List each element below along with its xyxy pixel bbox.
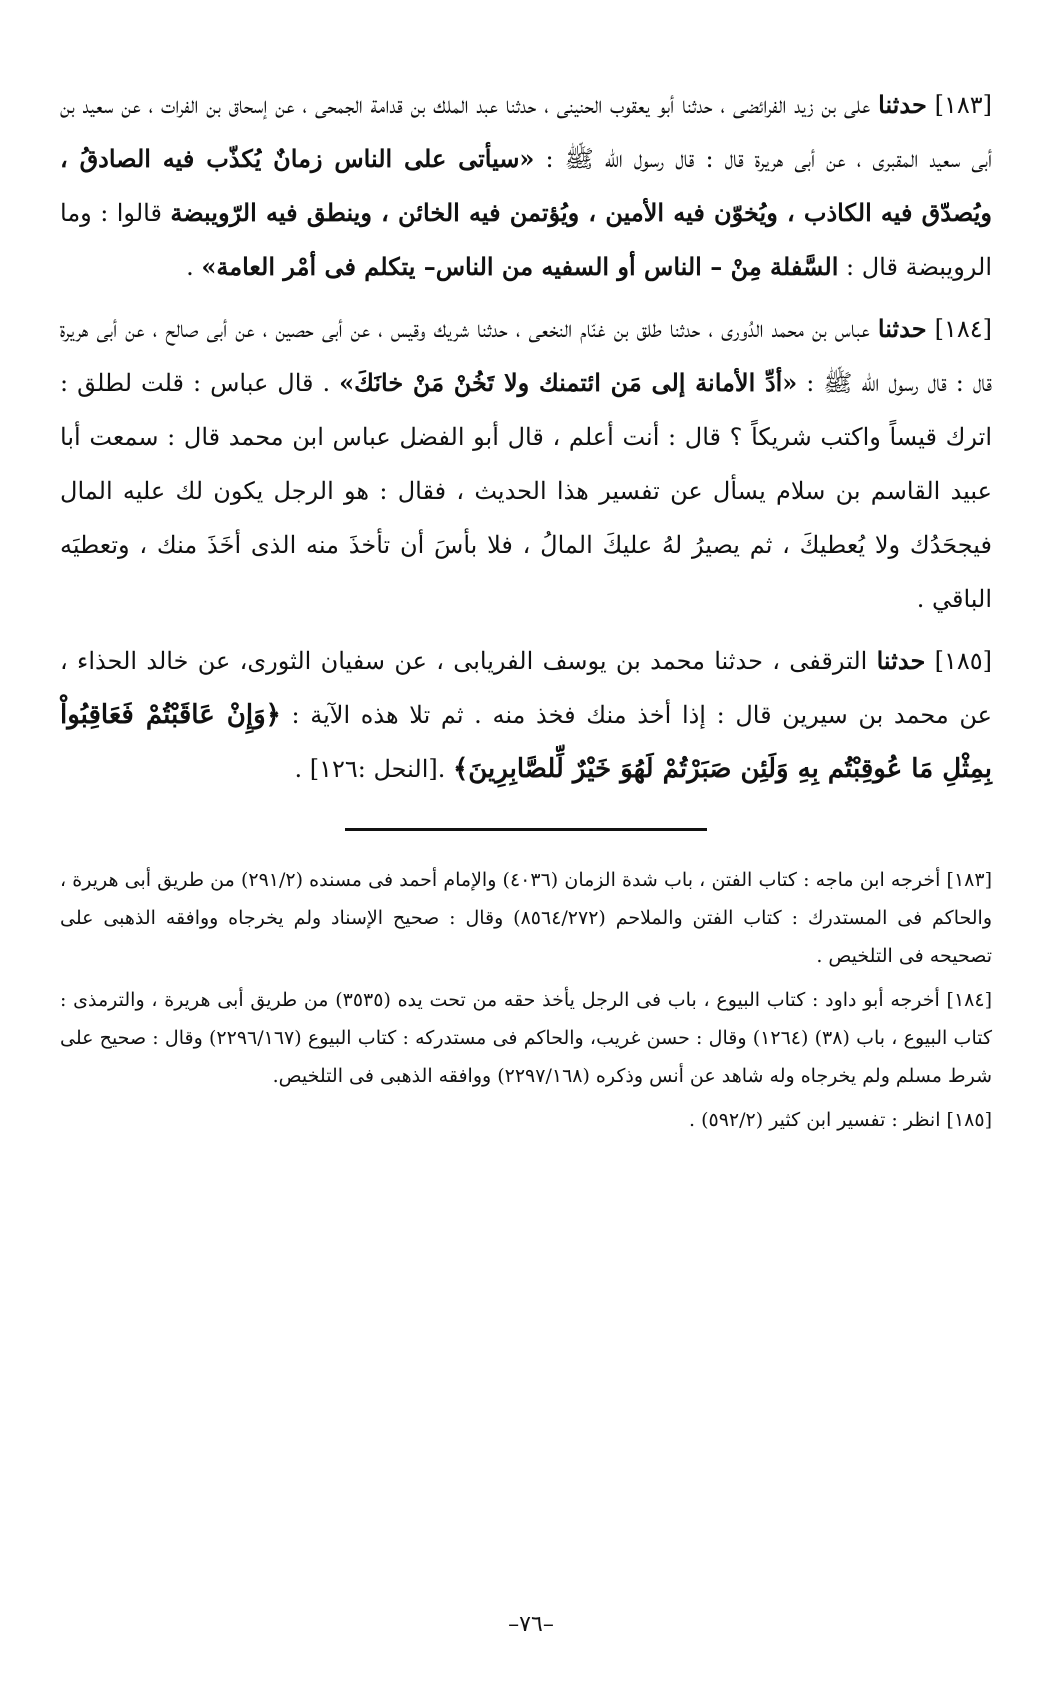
footnote-number: [١٨٤] [946,989,993,1011]
hadith-text: . قال عباس : قلت لطلق : اترك قيساً واكتب شريكاً ؟ قال : أنت أعلم ، قال أبو الفضل عباس ابن محمد قال : سمعت أبا عبيد القاسم بن سلام يسأل عن تفسير هذا الحديث ، فقال : هو الرجل يكون لك عليه المال فيجحَدُك ولا يُعطيكَ ، ثم يصيرُ لهُ عليكَ المالُ ، فلا بأسَ أن تأخذَ منه الذى أخَذَ منك ، وتعطيَه الباقي . [60,369,992,613]
hadith-lead-word: حدثنا [876,646,926,675]
footnote-number: [١٨٣] [946,869,992,891]
hadith-quoted-text: «أدِّ الأمانة إلى مَن ائتمنك ولا تَخُنْ مَنْ خانَكَ» [339,368,798,397]
hadith-quoted-text: السَّفلة مِنْ – الناس أو السفيه من الناس– يتكلم فى أمْر العامة» [201,252,839,281]
hadith-text: .[النحل :١٢٦] . [294,755,454,783]
footnote-number: [١٨٥] [946,1109,992,1131]
footnotes [60,861,992,1139]
hadith-paragraph [60,302,992,626]
hadith-text: قالوا : وما الرويبضة قال : [60,199,992,281]
hadith-number: [١٨٥] [934,647,992,675]
footnote [60,861,992,975]
hadith-number: [١٨٤] [934,315,992,343]
hadith-number: [١٨٣] [934,91,992,119]
footnote-text: انظر : تفسير ابن كثير (٥٩٢/٢) . [689,1109,947,1131]
hadith-text: الترقفى ، حدثنا محمد بن يوسف الفريابى ، عن سفيان الثورى، عن خالد الحذاء ، عن محمد بن سيرين قال : إذا أخذ منك فخذ منه . ثم تلا هذه الآية : [60,647,992,729]
footnote [60,981,992,1095]
hadith-quoted-text: «سيأتى على الناس زمانٌ يُكذّب فيه الصادقُ ، ويُصدّق فيه الكاذب ، ويُخوّن فيه الأمين ، ويُؤتمن فيه الخائن ، وينطق فيه الرّويبضة [60,144,992,227]
page-body [60,78,992,1145]
hadith-text: على بن زيد الفرائضى ، حدثنا أبو يعقوب الحنينى ، حدثنا عبد الملك بن قدامة الجمحى ، عن إسحاق بن الفرات ، عن سعيد بن أبى سعيد المقبرى ، عن أبى هريرة قال : قال رسول الله ﷺ : [60,91,993,173]
hadith-text: . [186,253,202,281]
hadith-paragraph [60,634,992,796]
footnote-separator [345,828,707,831]
hadith-paragraph [60,78,992,294]
main-text [60,78,992,796]
hadith-lead-word: حدثنا [878,90,927,119]
hadith-lead-word: حدثنا [877,314,927,343]
hadith-quoted-text: ﴿وَإِنْ عَاقَبْتُمْ فَعَاقِبُواْ بِمِثْلِ مَا عُوقِبْتُم بِهِ وَلَئِن صَبَرْتُمْ لَهُوَ خَيْرٌ لِّلصَّابِرِينَ﴾ [60,700,992,784]
footnote-text: أخرجه ابن ماجه : كتاب الفتن ، باب شدة الزمان (٤٠٣٦) والإمام أحمد فى مسنده (٢٩١/٢) من طريق أبى هريرة ، والحاكم فى المستدرك : كتاب الفتن والملاحم (٨٥٦٤/٢٧٢) وقال : صحيح الإسناد ولم يخرجاه ووافقه الذهبى على تصحيحه فى التلخيص . [60,869,992,967]
hadith-text: عباس بن محمد الدُورى ، حدثنا طلق بن غنّام النخعى ، حدثنا شريك وقيس ، عن أبى حصين ، عن أبى صالح ، عن أبى هريرة قال : قال رسول الله ﷺ : [60,315,992,397]
footnote [60,1101,992,1139]
page-number: –٧٦– [508,1612,554,1637]
footnote-text: أخرجه أبو داود : كتاب البيوع ، باب فى الرجل يأخذ حقه من تحت يده (٣٥٣٥) من طريق أبى هريرة ، والترمذى : كتاب البيوع ، باب (٣٨) (١٢٦٤) وقال : حسن غريب، والحاكم فى مستدركه : كتاب البيوع (٢٢٩٦/١٦٧) وقال : صحيح على شرط مسلم ولم يخرجاه وله شاهد عن أنس وذكره (٢٢٩٧/١٦٨) ووافقه الذهبى فى التلخيص. [60,989,993,1087]
